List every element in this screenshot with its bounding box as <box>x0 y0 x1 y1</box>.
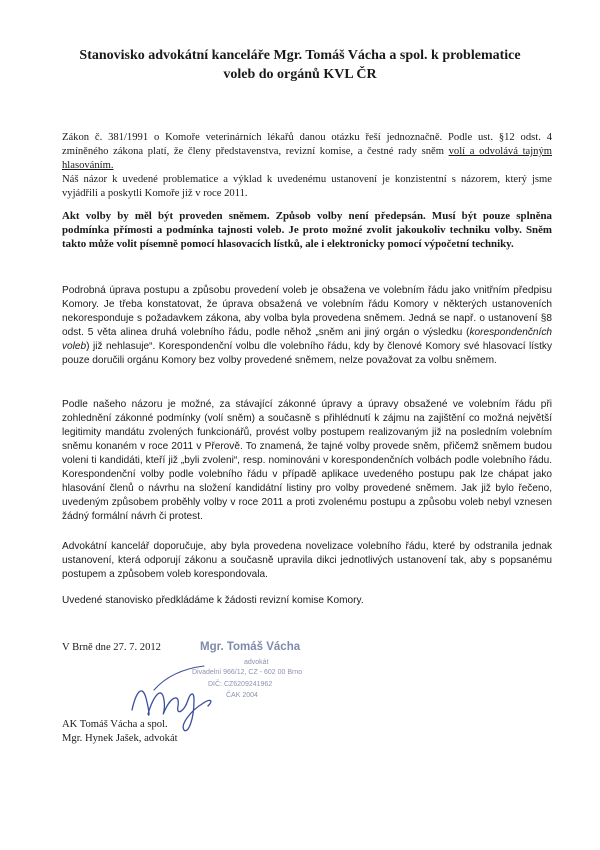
signoff-line-1: AK Tomáš Vácha a spol. <box>62 719 168 730</box>
paragraph-proposal: Podle našeho názoru je možné, za stávající zákonné úpravy a úpravy obsažené ve volebním řádu při zohlednění zákonné podmínky (volí sněm) a současně s přihlédnutí k zájmu na zajištění co možná největší legitimity mandátu zvolených funkcionářů, provést volby postupem realizovaným již na posledním volebním sněmu konaném v roce 2011 v Přerově. To znamená, že tajné volby provede sněm, přičemž sněmem budou voleni ti kandidáti, kteří již „byli zvoleni“, resp. nominováni v korespondenčních volbách podle volebního řádu. Korespondenční volby podle volebního řádu v případě aplikace uvedeného postupu pak lze chápat jako hlasování členů o návrhu na složení kandidátní listiny pro volby provedené sněmem. Jak již bylo řečeno, uvedeným způsobem proběhly volby v roce 2011 a proti zvolenému postupu a způsobu voleb nebyl vznesen žádný formální návrh či protest. <box>62 399 552 522</box>
stamp-cak: ČAK 2004 <box>226 692 258 699</box>
stamp-role: advokát <box>244 659 269 666</box>
stamp-dic: DIČ: CZ6209241962 <box>208 681 273 688</box>
paragraph-electoral-rules-before: Podrobná úprava postupu a způsobu provedení voleb je obsažena ve volebním řádu jako vnitřním předpisu Komory. Je třeba konstatovat, že úprava obsažená ve volebním řádu Komory v některých ustanoveních nekoresponduje s požadavkem zákona, aby volba byla provedena sněmem. Jedná se např. o ustanovení §8 odst. 5 věta alinea druhá volebního řádu, podle něhož „sněm ani jiný orgán o výsledku ( <box>62 285 552 338</box>
paragraph-opinion: Náš názor k uvedené problematice a výklad k uvedenému ustanovení je konzistentní s názorem, který jsme vyjádřili a poskytli Komoře již v roce 2011. <box>62 174 552 199</box>
paragraph-key-statement: Akt volby by měl být proveden sněmem. Způsob volby není předepsán. Musí být pouze splněna podmínka přímosti a podmínka tajnosti voleb. Je proto možné zvolit jakoukoliv techniku volby. Sněm takto může volit písemně pomocí hlasovacích lístků, ale i elektronicky pomocí výpočetní techniky. <box>62 210 552 250</box>
paragraph-law-underlined: volí a odvolává tajným hlasováním. <box>62 145 552 171</box>
document-title <box>40 46 560 84</box>
stamp-address: Divadelní 966/12, CZ - 602 00 Brno <box>192 669 303 676</box>
signoff-line-2: Mgr. Hynek Jašek, advokát <box>62 733 178 744</box>
paragraph-electoral-rules <box>62 284 552 368</box>
title-line-1: Stanovisko advokátní kanceláře Mgr. Tomáš Vácha a spol. k problematice <box>79 48 521 63</box>
paragraph-electoral-rules-italic: korespondenčních voleb <box>62 326 552 352</box>
stamp-name: Mgr. Tomáš Vácha <box>200 641 301 653</box>
paragraph-law <box>62 131 552 173</box>
paragraph-electoral-rules-after: ) již nehlasuje“. Korespondenční volbu dle volebního řádu, kdy by členové Komory své hlasovací lístky pouze doručili orgánu Komory bez volby provedené sněmem, nelze považovat za volbu sněmem. <box>62 340 552 366</box>
paragraph-submission: Uvedené stanovisko předkládáme k žádosti revizní komise Komory. <box>62 595 364 606</box>
title-line-2: voleb do orgánů KVL ČR <box>223 67 377 82</box>
paragraph-law-text: Zákon č. 381/1991 o Komoře veterinárních lékařů danou otázku řeší jednoznačně. Podle ust. §12 odst. 4 zmíněného zákona platí, že členy představenstva, revizní komise, a čestné rady sněm <box>62 132 552 157</box>
date-line: V Brně dne 27. 7. 2012 <box>62 642 161 653</box>
paragraph-recommendation: Advokátní kancelář doporučuje, aby byla provedena novelizace volebního řádu, které by odstranila jednak ustanovení, která odporují zákonu a současně upravila dikci jednotlivých ustanovení tak, aby s popsanému postupem a způsobem voleb korespondovala. <box>62 541 552 580</box>
